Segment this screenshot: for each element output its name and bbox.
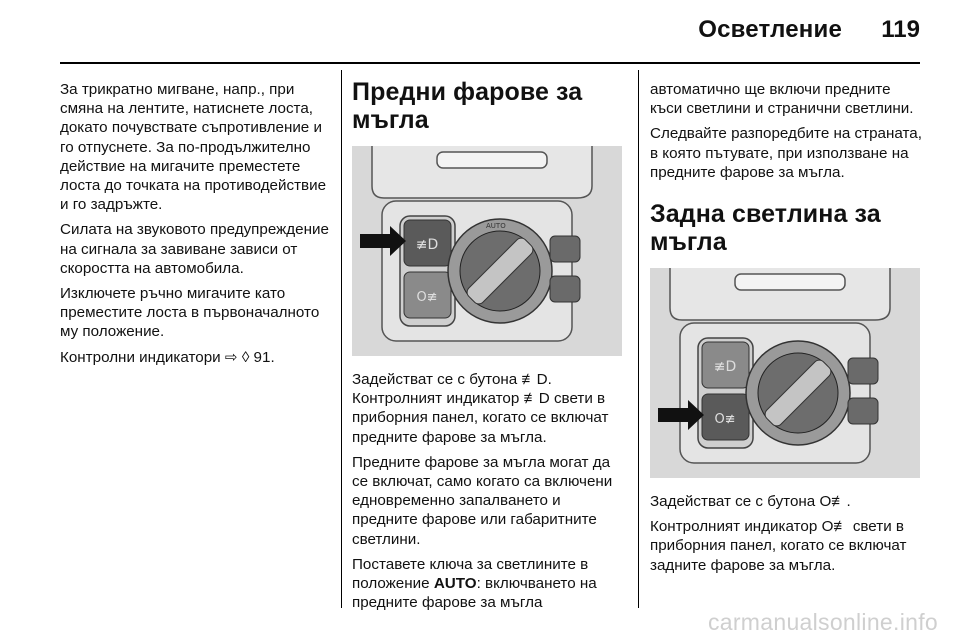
rear-fog-button [404,272,451,318]
figure-rear-fog-switch [650,268,920,478]
middle-column [352,78,630,618]
rear-fog-button [702,394,749,440]
light-switch-illustration [352,146,622,356]
svg-text:≢D: ≢D [713,359,737,376]
paragraph-front-fog-activate: Задействат се с бутона ≢D. Контролният индикатор ≢D свети в приборния панел, когато се включат предните фарове за мъгла. [352,371,609,446]
arrow-icon: ⇨ [224,348,238,366]
light-switch-illustration [650,268,920,478]
paragraph-turn-signal: За трикратно мигване, напр., при смяна на лентите, натиснете лоста, докато почувствате съпротивление и го отпуснете. За по-продължително действие на мигачите преместете лоста до точката на противодействие и го задръжте. [60,81,327,214]
heading-rear-fog-light: Задна светлина за мъгла [650,200,881,257]
paragraph-auto-position: Поставете ключа за светлините в положение AUTO: включването на предните фарове за мъгла [352,555,597,612]
paragraph-indicator-ref [60,348,330,367]
svg-text:AUTO: AUTO [486,222,506,230]
front-fog-button [702,342,749,388]
paragraph-auto-continued: автоматично ще включи предните къси светлини и странични светлини. [650,81,914,118]
right-column [650,80,922,581]
light-switch-knob [746,341,850,445]
svg-text:O≢: O≢ [416,290,438,305]
page-reference-link[interactable]: ◊ 91. [241,348,275,366]
page-number: 119 [881,16,920,43]
svg-text:O≢: O≢ [714,412,736,428]
watermark: carmanualsonline.info [707,609,938,635]
front-fog-button [404,220,451,266]
svg-text:≢D: ≢D [415,237,439,253]
paragraph-rear-fog-indicator: Контролният индикатор O≢ свети в приборния панел, когато се включат задните фарове за мъгла. [650,518,907,574]
page-title: Осветление [698,16,842,43]
auto-label: AUTO [433,575,477,593]
heading-front-fog-lights: Предни фарове за мъгла [352,78,583,134]
paragraph-rear-fog-activate: Задействат се с бутона O≢. [650,493,851,511]
left-column [60,80,330,373]
paragraph-sound-warning: Силата на звуковото предупреждение на сигнала за завиване зависи от скоростта на автомобила. [60,221,329,277]
paragraph-regulations: Следвайте разпоредбите на страната, в която пътувате, при използване на предните фарове за мъгла. [650,125,922,181]
figure-front-fog-switch [352,146,622,356]
page-header [0,0,960,62]
header-divider [60,62,920,64]
paragraph-cancel-signal: Изключете ръчно мигачите като преместите лоста в първоначалното му положение. [60,285,320,341]
column-divider-left [341,70,342,608]
indicator-ref-text: Контролни индикатори [60,348,221,366]
front-fog-symbol-icon: ≢D [523,390,550,408]
rear-fog-symbol-icon: O≢ [821,518,849,536]
front-fog-symbol-icon: ≢D [521,371,548,388]
paragraph-front-fog-conditions: Предните фарове за мъгла могат да се включат, само когато са включени едновременно запалването и предните фарове или габаритните светлини. [352,453,613,548]
column-divider-right [638,70,639,608]
light-switch-knob [448,219,552,323]
rear-fog-symbol-icon: O≢ [819,493,847,511]
